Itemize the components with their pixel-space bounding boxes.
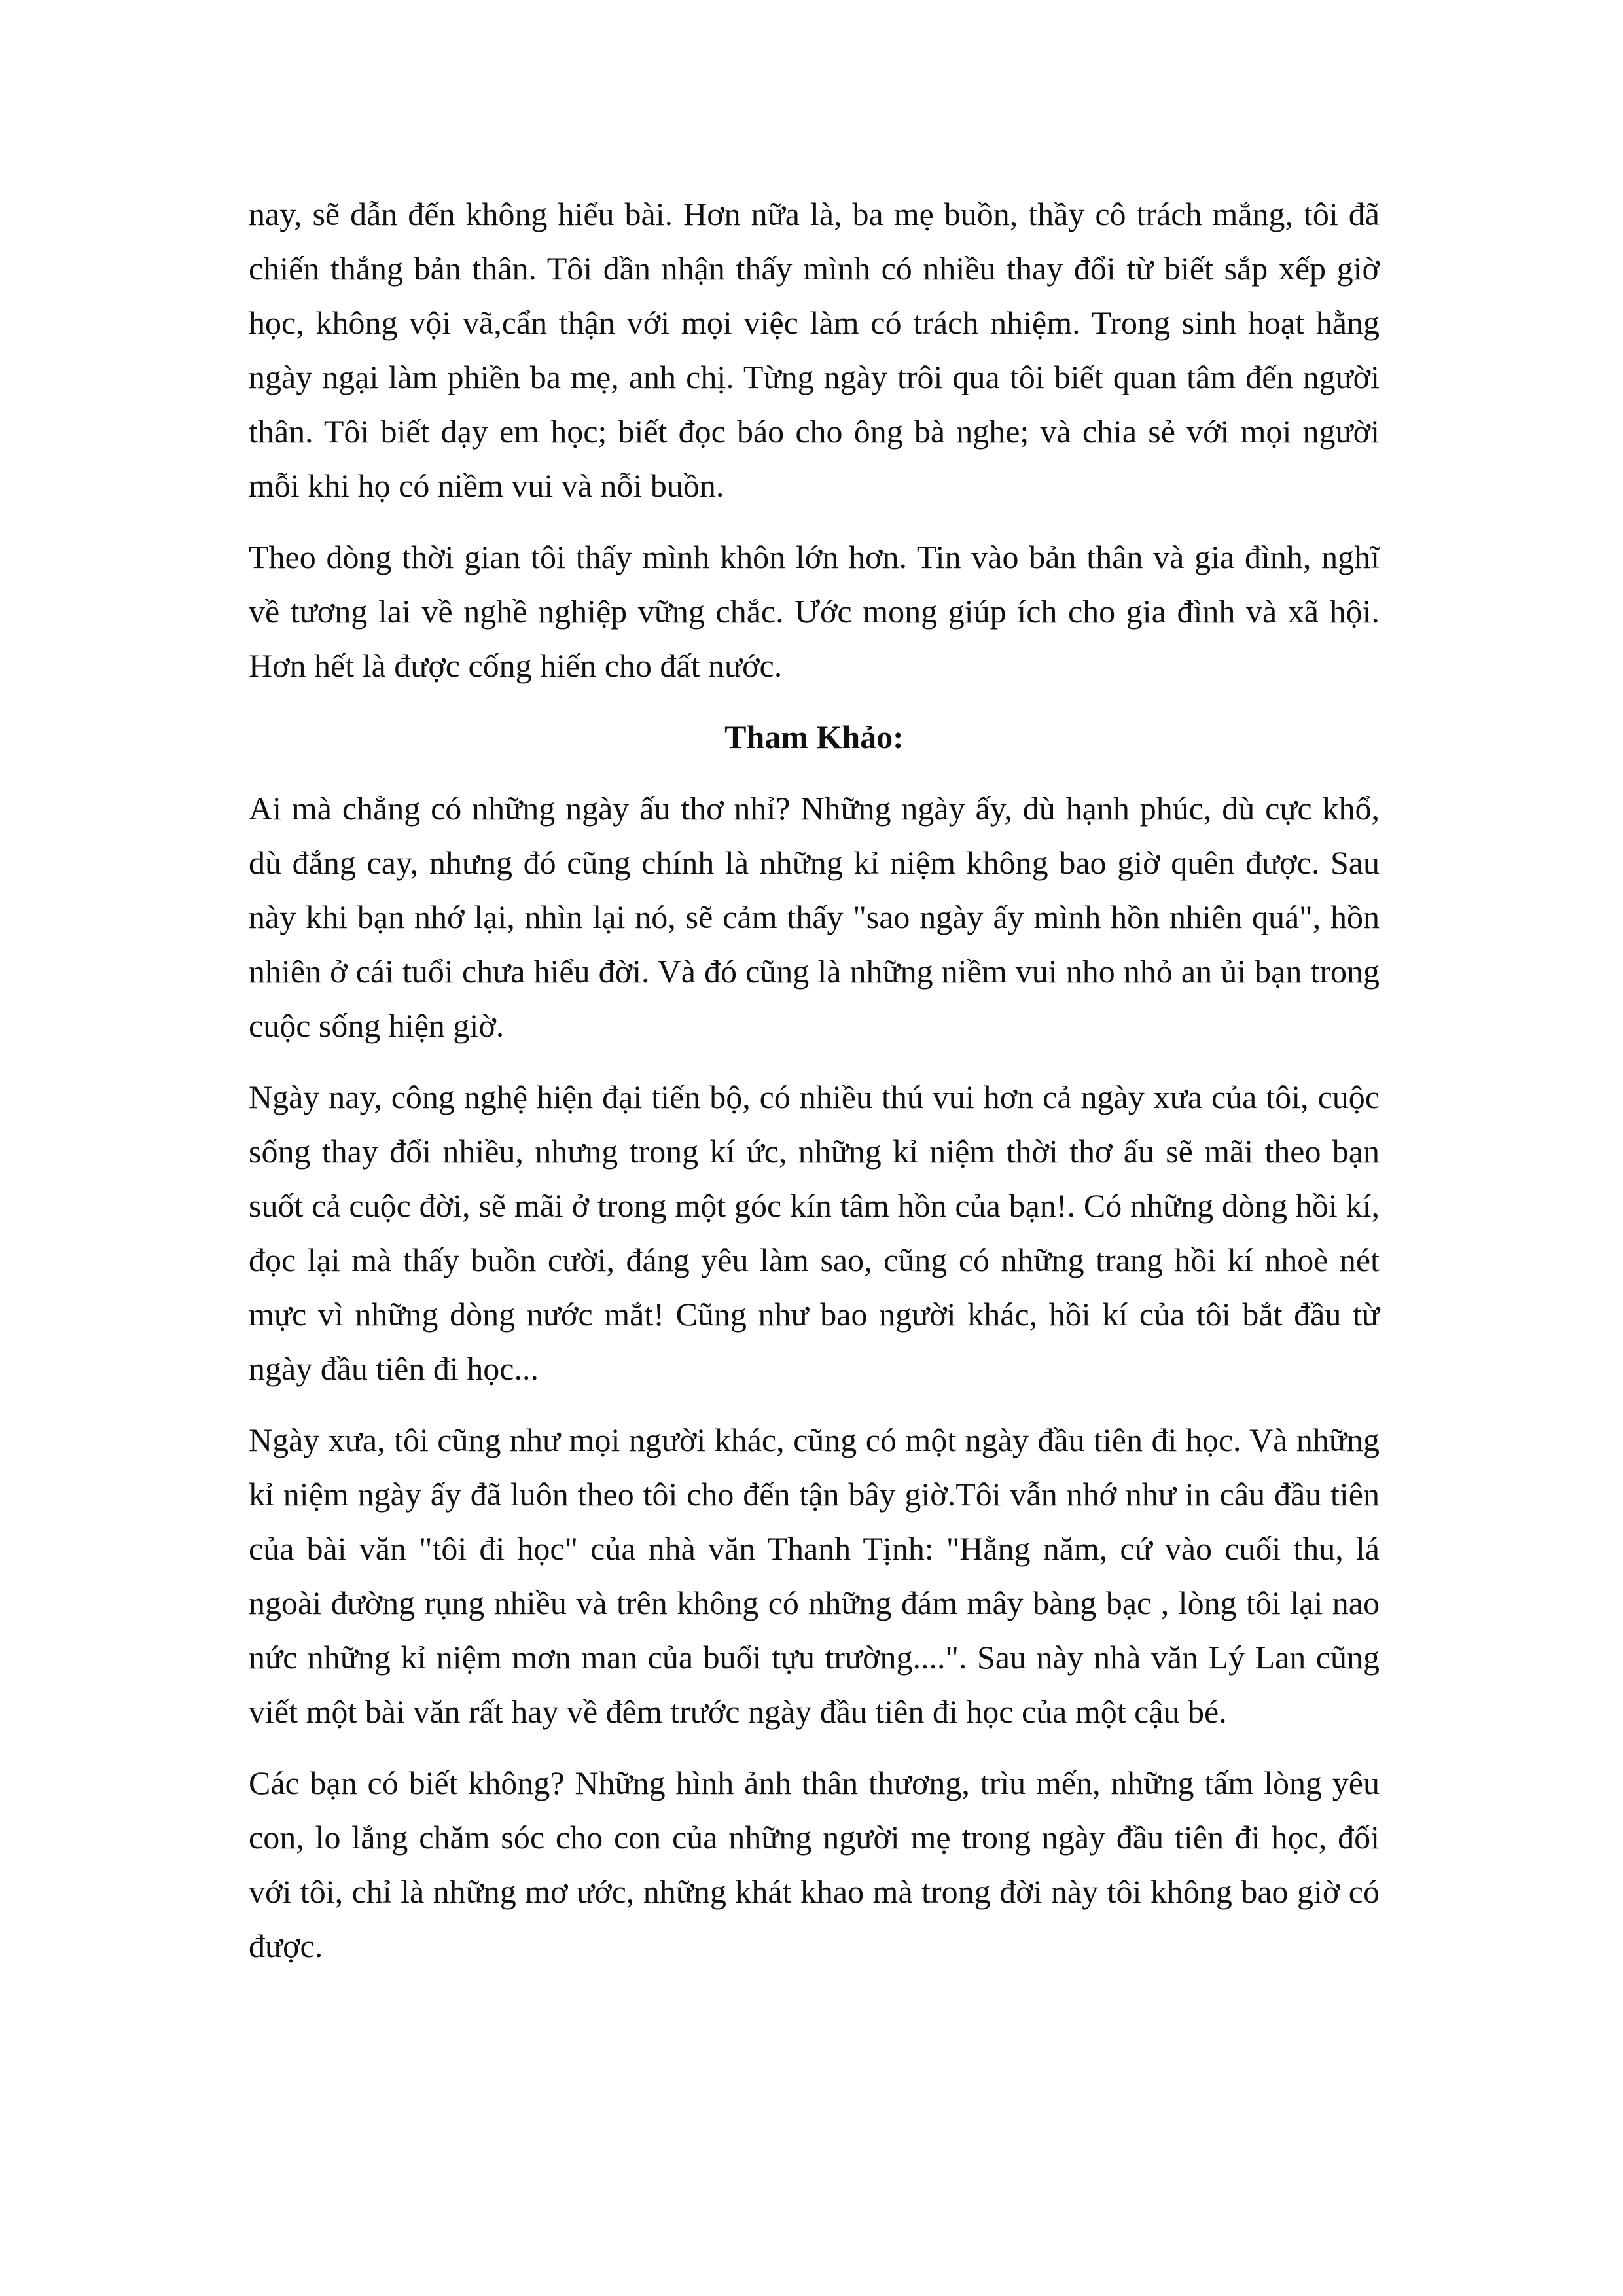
paragraph: Theo dòng thời gian tôi thấy mình khôn lớn hơn. Tin vào bản thân và gia đình, nghĩ về tương lai về nghề nghiệp vững chắc. Ước mong giúp ích cho gia đình và xã hội. Hơn hết là được cống hiến cho đất nước. [249,539,1380,684]
paragraph: Ngày nay, công nghệ hiện đại tiến bộ, có nhiều thú vui hơn cả ngày xưa của tôi, cuộc sống thay đổi nhiều, nhưng trong kí ức, những kỉ niệm thời thơ ấu sẽ mãi theo bạn suốt cả cuộc đời, sẽ mãi ở trong một góc kín tâm hồn của bạn!. Có những dòng hồi kí, đọc lại mà thấy buồn cười, đáng yêu làm sao, cũng có những trang hồi kí nhoè nét mực vì những dòng nước mắt! Cũng như bao người khác, hồi kí của tôi bắt đầu từ ngày đầu tiên đi học... [249,1079,1380,1387]
paragraph: Ai mà chẳng có những ngày ấu thơ nhỉ? Những ngày ấy, dù hạnh phúc, dù cực khổ, dù đắng cay, nhưng đó cũng chính là những kỉ niệm không bao giờ quên được. Sau này khi bạn nhớ lại, nhìn lại nó, sẽ cảm thấy "sao ngày ấy mình hồn nhiên quá", hồn nhiên ở cái tuổi chưa hiểu đời. Và đó cũng là những niềm vui nho nhỏ an ủi bạn trong cuộc sống hiện giờ. [249,790,1380,1044]
section-heading: Tham Khảo: [724,719,904,755]
paragraph: Các bạn có biết không? Những hình ảnh thân thương, trìu mến, những tấm lòng yêu con, lo lắng chăm sóc cho con của những người mẹ trong ngày đầu tiên đi học, đối với tôi, chỉ là những mơ ước, những khát khao mà trong đời này tôi không bao giờ có được. [249,1765,1380,1964]
paragraph: Ngày xưa, tôi cũng như mọi người khác, cũng có một ngày đầu tiên đi học. Và những kỉ niệm ngày ấy đã luôn theo tôi cho đến tận bây giờ.Tôi vẫn nhớ như in câu đầu tiên của bài văn "tôi đi học" của nhà văn Thanh Tịnh: "Hằng năm, cứ vào cuối thu, lá ngoài đường rụng nhiều và trên không có những đám mây bàng bạc , lòng tôi lại nao nức những kỉ niệm mơn man của buổi tựu trường....". Sau này nhà văn Lý Lan cũng viết một bài văn rất hay về đêm trước ngày đầu tiên đi học của một cậu bé. [249,1422,1380,1730]
paragraph: nay, sẽ dẫn đến không hiểu bài. Hơn nữa là, ba mẹ buồn, thầy cô trách mắng, tôi đã chiến thắng bản thân. Tôi dần nhận thấy mình có nhiều thay đổi từ biết sắp xếp giờ học, không vội vã,cẩn thận với mọi việc làm có trách nhiệm. Trong sinh hoạt hằng ngày ngại làm phiền ba mẹ, anh chị. Từng ngày trôi qua tôi biết quan tâm đến người thân. Tôi biết dạy em học; biết đọc báo cho ông bà nghe; và chia sẻ với mọi người mỗi khi họ có niềm vui và nỗi buồn. [249,196,1380,504]
document-body [249,187,1380,1990]
